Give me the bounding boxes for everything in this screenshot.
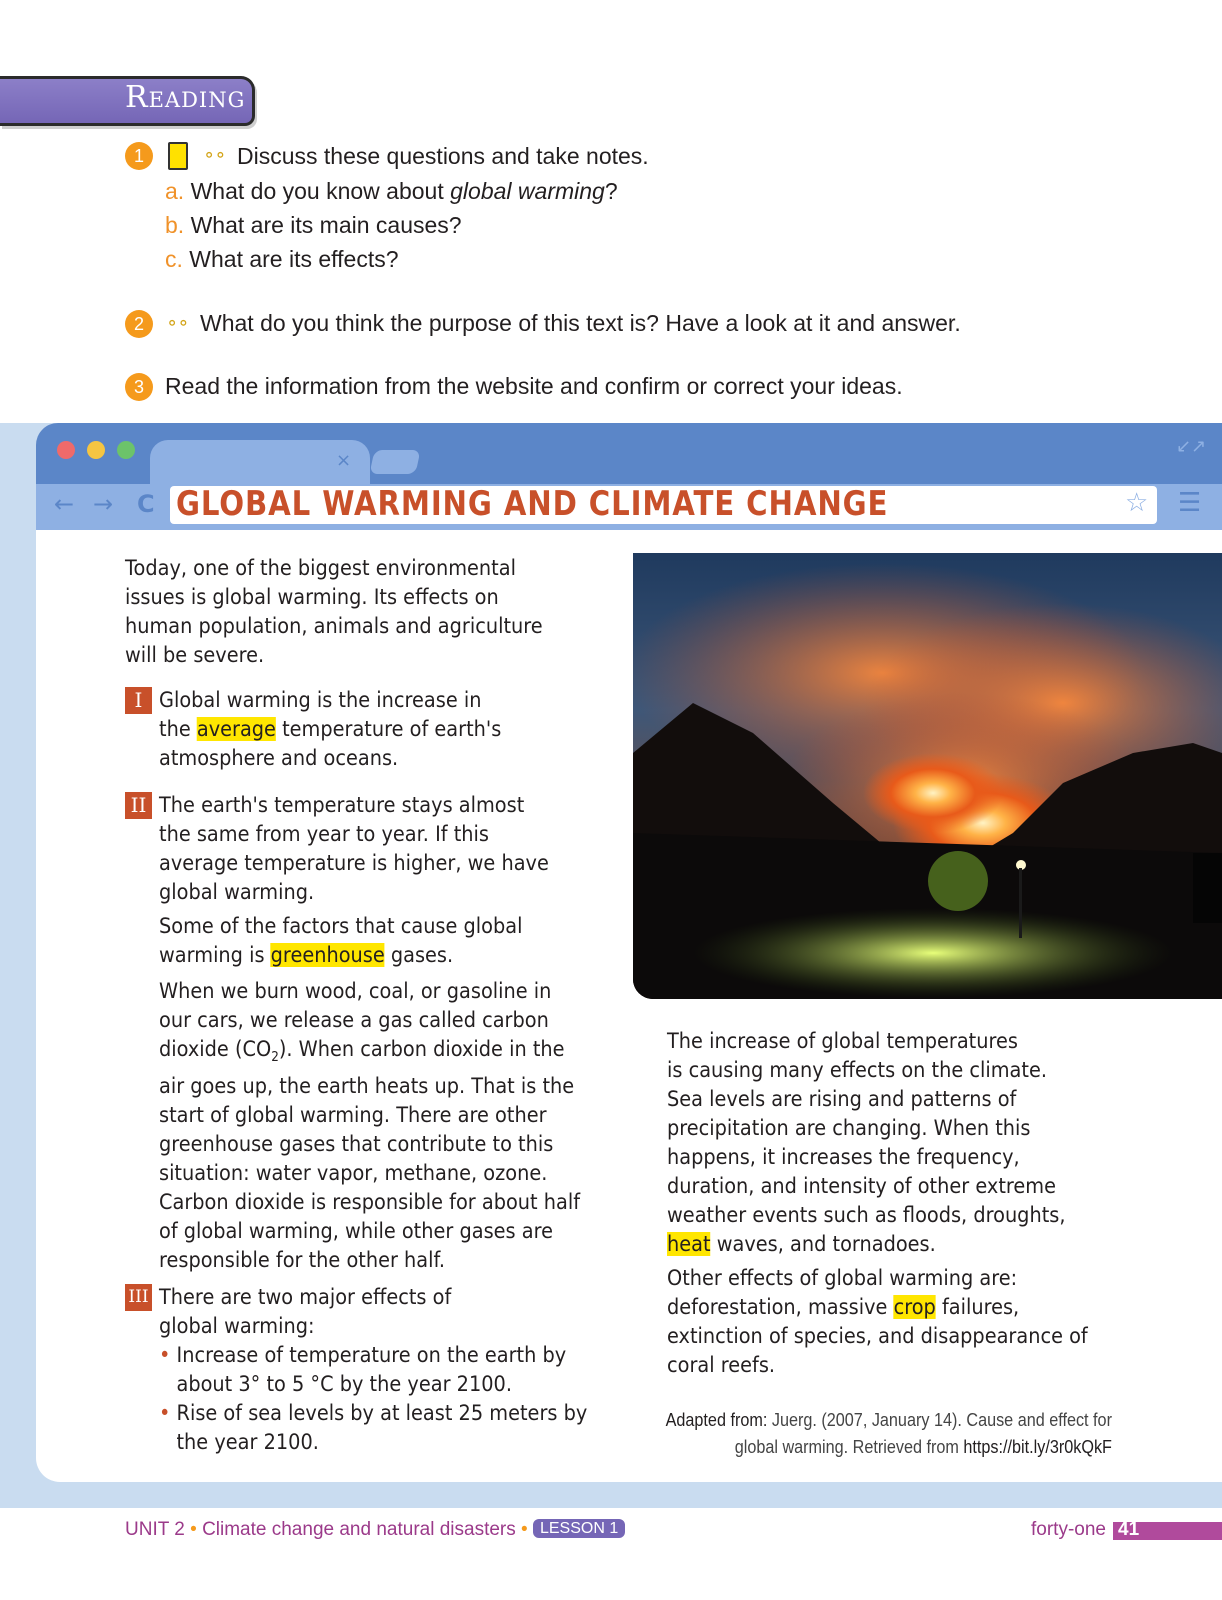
item-text: What are its effects? <box>189 246 399 272</box>
text-line: start of global warming. There are other <box>159 1103 547 1128</box>
text-line: atmosphere and oceans. <box>159 746 399 770</box>
section-2-numeral: II <box>125 792 152 819</box>
text-line <box>667 1230 1065 1259</box>
text-line: duration, and intensity of other extreme <box>667 1174 1057 1198</box>
page-number-words: forty-one <box>1031 1519 1106 1540</box>
text-line: precipitation are changing. When this <box>667 1116 1031 1140</box>
text-line: will be severe. <box>125 643 265 667</box>
menu-icon[interactable]: ☰ <box>1178 488 1202 518</box>
exercise-1-item-a <box>165 178 618 205</box>
text-line: weather events such as floods, droughts, <box>667 1203 1066 1227</box>
exercise-1-item-b <box>165 212 462 239</box>
section-3-text <box>159 1283 451 1341</box>
credit-line <box>666 1407 1112 1434</box>
intro-paragraph <box>125 554 543 670</box>
item-text: What are its main causes? <box>190 212 462 238</box>
effects-bullet-list <box>159 1341 587 1457</box>
text-line: global warming. <box>159 880 315 904</box>
bookmark-star-icon[interactable]: ☆ <box>1125 488 1149 518</box>
highlighted-word: greenhouse <box>270 943 385 967</box>
unit-topic: Climate change and natural disasters <box>202 1519 516 1540</box>
maximize-window-dot[interactable] <box>117 441 135 459</box>
text-span: gases. <box>384 943 454 967</box>
section-title: Reading <box>125 80 246 115</box>
close-tab-icon[interactable]: × <box>336 450 352 471</box>
close-window-dot[interactable] <box>57 441 75 459</box>
text-line: the same from year to year. If this <box>159 822 489 846</box>
text-line: responsible for the other half. <box>159 1248 446 1273</box>
item-letter: a. <box>165 178 185 204</box>
text-span: Increase of temperature on the earth by <box>176 1343 567 1367</box>
text-span: dioxide (CO <box>159 1037 272 1061</box>
text-line: Sea levels are rising and patterns of <box>667 1087 1017 1111</box>
exercise-1-item-c <box>165 246 399 273</box>
text-line: human population, animals and agriculture <box>125 614 543 638</box>
text-line: greenhouse gases that contribute to this <box>159 1132 554 1157</box>
highlighted-word: crop <box>893 1295 936 1319</box>
section-2-paragraph-3 <box>159 977 580 1275</box>
text-span: failures, <box>935 1295 1020 1319</box>
text-line: Today, one of the biggest environmental <box>125 556 516 580</box>
text-line: When we burn wood, coal, or gasoline in <box>159 979 552 1003</box>
text-line: Carbon dioxide is responsible for about half <box>159 1190 581 1215</box>
highlighted-word: average <box>196 717 276 741</box>
section-2-paragraph-2 <box>159 912 522 970</box>
item-italic: global warming <box>450 178 605 204</box>
bullet-icon: • <box>159 1401 171 1425</box>
page-title: GLOBAL WARMING AND CLIMATE CHANGE <box>176 484 889 524</box>
text-line <box>159 715 501 744</box>
section-2-paragraph-1 <box>159 791 549 907</box>
text-span: Rise of sea levels by at least 25 meters by <box>176 1401 588 1425</box>
text-line: situation: water vapor, methane, ozone. <box>159 1161 548 1186</box>
text-line: Global warming is the increase in <box>159 688 482 712</box>
exercise-1-number: 1 <box>125 142 153 170</box>
item-letter: c. <box>165 246 183 272</box>
text-line: air goes up, the earth heats up. That is the <box>159 1074 575 1099</box>
credit-line <box>666 1434 1112 1461</box>
text-line <box>159 1035 580 1072</box>
item-letter: b. <box>165 212 185 238</box>
exercise-2-number: 2 <box>125 310 153 338</box>
exercise-2-prompt: What do you think the purpose of this text is? Have a look at it and answer. <box>200 310 961 336</box>
pair-work-icon: ⚬⚬ <box>202 146 225 166</box>
section-1-numeral: I <box>125 687 152 714</box>
text-line: global warming: <box>159 1314 315 1338</box>
text-line <box>159 941 522 970</box>
back-arrow-icon[interactable]: ← <box>54 490 75 518</box>
resize-icon[interactable]: ↙↗ <box>1176 436 1207 457</box>
minimize-window-dot[interactable] <box>87 441 105 459</box>
footer-unit-line <box>125 1519 625 1541</box>
page-number: 41 <box>1118 1519 1140 1540</box>
text-line: coral reefs. <box>667 1353 776 1377</box>
text-line: about 3° to 5 °C by the year 2100. <box>176 1372 512 1396</box>
text-span: warming is <box>159 943 271 967</box>
list-item <box>159 1399 587 1428</box>
lesson-badge: LESSON 1 <box>533 1519 625 1538</box>
text-line: Some of the factors that cause global <box>159 914 523 938</box>
separator: • <box>521 1519 528 1540</box>
text-line: issues is global warming. Its effects on <box>125 585 499 609</box>
subscript: 2 <box>271 1050 279 1066</box>
text-line <box>667 1293 1088 1322</box>
text-line: the year 2100. <box>176 1430 319 1454</box>
text-line: The earth's temperature stays almost <box>159 793 525 817</box>
effects-paragraph-1 <box>667 1027 1065 1259</box>
exercise-3-prompt: Read the information from the website and confirm or correct your ideas. <box>165 373 903 399</box>
effects-paragraph-2 <box>667 1264 1088 1380</box>
source-credit <box>666 1407 1112 1461</box>
list-item <box>159 1341 587 1370</box>
text-span: the <box>159 717 197 741</box>
credit-text: Juerg. (2007, January 14). Cause and effect for <box>767 1410 1112 1430</box>
text-span: temperature of earth's <box>275 717 502 741</box>
item-text: What do you know about <box>190 178 451 204</box>
text-span: ). When carbon dioxide in the <box>278 1037 565 1061</box>
notebook-icon <box>168 142 188 170</box>
text-line: of global warming, while other gases are <box>159 1219 553 1244</box>
credit-text: global warming. Retrieved from <box>734 1437 964 1457</box>
text-line: extinction of species, and disappearance of <box>667 1324 1088 1348</box>
forward-arrow-icon[interactable]: → <box>93 490 114 518</box>
pair-work-icon: ⚬⚬ <box>165 314 188 334</box>
source-link[interactable]: https://bit.ly/3r0kQkF <box>963 1437 1112 1457</box>
text-line: The increase of global temperatures <box>667 1029 1018 1053</box>
exercise-1-prompt: Discuss these questions and take notes. <box>237 143 649 169</box>
text-span: deforestation, massive <box>667 1295 894 1319</box>
section-1-text <box>159 686 501 773</box>
reload-icon[interactable]: C <box>137 490 155 518</box>
new-tab-button[interactable] <box>369 450 420 474</box>
bullet-icon: • <box>159 1343 171 1367</box>
text-line: our cars, we release a gas called carbon <box>159 1008 549 1032</box>
item-text-end: ? <box>604 178 618 204</box>
text-line: Other effects of global warming are: <box>667 1266 1018 1290</box>
unit-label: UNIT 2 <box>125 1519 185 1540</box>
text-line: There are two major effects of <box>159 1285 452 1309</box>
text-line: happens, it increases the frequency, <box>667 1145 1020 1169</box>
wildfire-photo <box>633 553 1222 999</box>
text-span: waves, and tornadoes. <box>710 1232 936 1256</box>
text-line: is causing many effects on the climate. <box>667 1058 1048 1082</box>
section-3-numeral: III <box>125 1284 152 1311</box>
exercise-3-number: 3 <box>125 373 153 401</box>
separator: • <box>190 1519 197 1540</box>
credit-label: Adapted from: <box>665 1410 768 1430</box>
text-line: average temperature is higher, we have <box>159 851 549 875</box>
highlighted-word: heat <box>667 1232 711 1256</box>
